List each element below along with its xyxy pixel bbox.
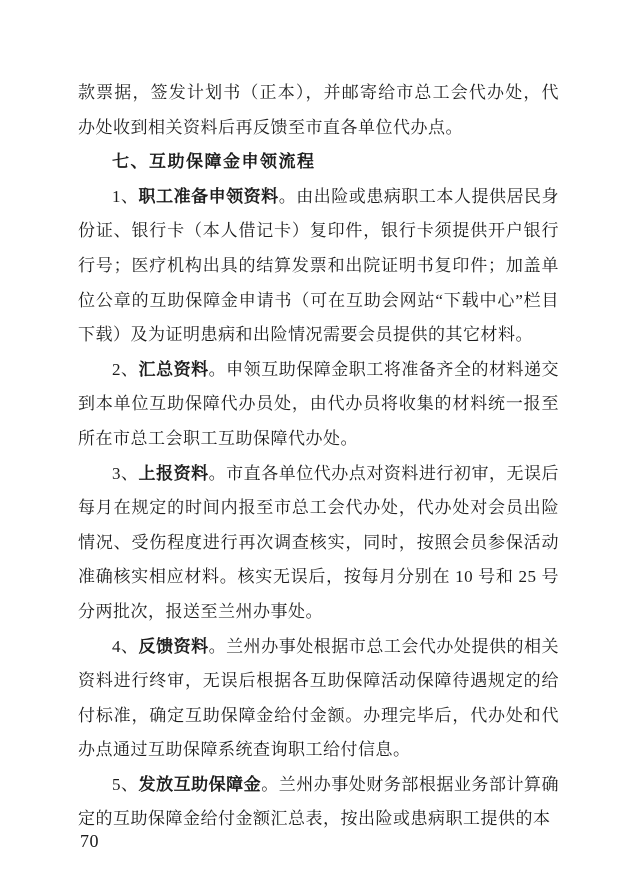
text-run: 2、 — [112, 359, 139, 379]
paragraph — [78, 457, 559, 630]
text-run: 。由出险或患病职工本人提供居民身份证、银行卡（本人借记卡）复印件，银行卡须提供开户银行行号；医疗机构出具的结算发票和出院证明书复印件；加盖单位公章的互助保障金申请书（可在互助会网站“下载中心”栏目下载）及为证明患病和出险情况需要会员提供的其它材料。 — [78, 186, 560, 345]
text-run: 。市直各单位代办点对资料进行初审，无误后每月在规定的时间内报至市总工会代办处，代办处对会员出险情况、受伤程度进行再次调查核实，同时，按照会员参保活动准确核实相应材料。核实无误后，按每月分别在 10 号和 25 号分两批次，报送至兰州办事处。 — [78, 463, 560, 621]
text-run: 5、 — [112, 774, 139, 794]
bold-text-run: 上报资料 — [138, 463, 209, 483]
paragraph — [78, 353, 559, 457]
text-run: 。兰州办事处财务部根据业务部计算确定的互助保障金给付金额汇总表，按出险或患病职工提供的本 — [78, 774, 560, 829]
bold-text-run: 七、互助保障金申领流程 — [112, 152, 316, 172]
bold-text-run: 发放互助保障金 — [138, 774, 262, 794]
text-run: 款票据，签发计划书（正本），并邮寄给市总工会代办处，代办处收到相关资料后再反馈至市直各单位代办点。 — [78, 83, 559, 137]
text-run: 3、 — [112, 463, 139, 483]
text-run: 1、 — [112, 186, 139, 206]
document-content — [78, 76, 559, 837]
bold-text-run: 反馈资料 — [138, 636, 209, 656]
bold-text-run: 汇总资料 — [138, 359, 209, 379]
text-run: 。申领互助保障金职工将准备齐全的材料递交到本单位互助保障代办员处，由代办员将收集的材料统一报至所在市总工会职工互助保障代办处。 — [78, 359, 560, 448]
paragraph — [78, 76, 559, 145]
text-run: 。兰州办事处根据市总工会代办处提供的相关资料进行终审，无误后根据各互助保障活动保障待遇规定的给付标准，确定互助保障金给付金额。办理完毕后，代办处和代办点通过互助保障系统查询职工给付信息。 — [78, 636, 560, 760]
paragraph — [78, 768, 559, 837]
paragraph — [78, 180, 559, 353]
bold-text-run: 职工准备申领资料 — [138, 186, 279, 206]
section-heading — [78, 145, 559, 180]
paragraph — [78, 630, 559, 768]
page-number: 70 — [80, 831, 99, 851]
text-run: 4、 — [112, 636, 139, 656]
